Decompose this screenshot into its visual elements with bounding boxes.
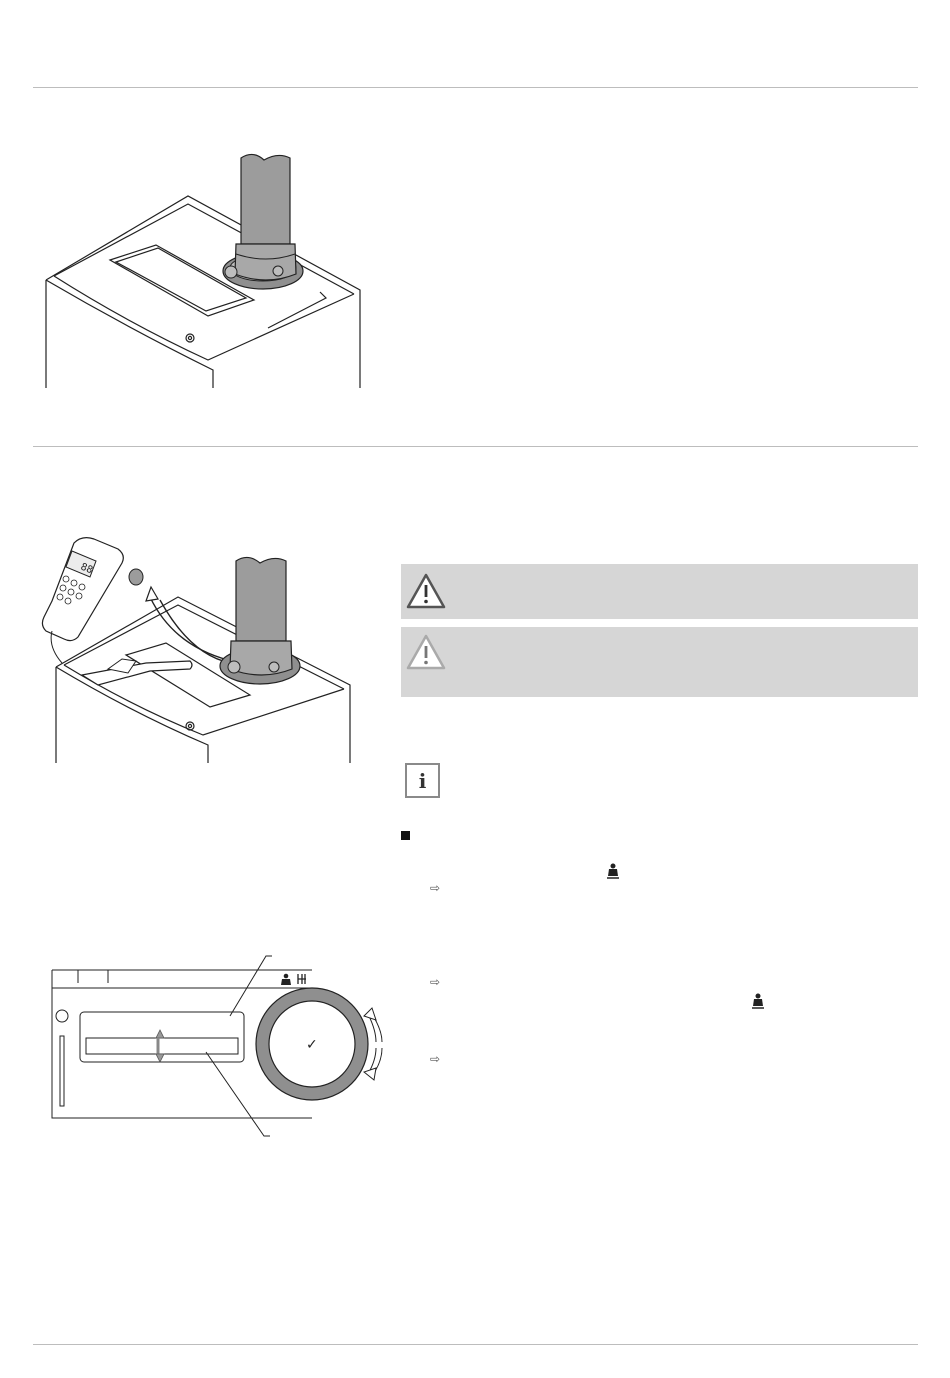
flue-gas-analyser-illustration xyxy=(38,535,358,767)
square-bullet-icon xyxy=(401,831,410,840)
analyser-handset xyxy=(42,538,123,663)
info-glyph: i xyxy=(418,768,427,793)
top-rule xyxy=(33,87,918,88)
chimney-sweep-icon xyxy=(281,974,291,985)
control-panel-illustration xyxy=(50,950,386,1140)
warning-triangle-icon xyxy=(405,572,447,610)
result-arrow-icon: ⇨ xyxy=(430,1052,441,1066)
info-icon xyxy=(405,763,440,798)
bottom-rule xyxy=(33,1344,918,1345)
boiler-flue-illustration xyxy=(38,148,368,393)
chimney-sweep-icon xyxy=(751,993,765,1009)
analyser-display-digits: 88 xyxy=(78,561,95,577)
warning-callout xyxy=(401,564,918,619)
result-arrow-icon: ⇨ xyxy=(430,881,441,895)
mid-rule xyxy=(33,446,918,447)
confirm-check-glyph: ✓ xyxy=(306,1037,318,1053)
result-arrow-icon: ⇨ xyxy=(430,975,441,989)
warning-callout-secondary xyxy=(401,627,918,697)
chimney-sweep-icon xyxy=(606,863,620,879)
service-icon xyxy=(298,974,306,984)
warning-triangle-icon xyxy=(405,633,447,671)
